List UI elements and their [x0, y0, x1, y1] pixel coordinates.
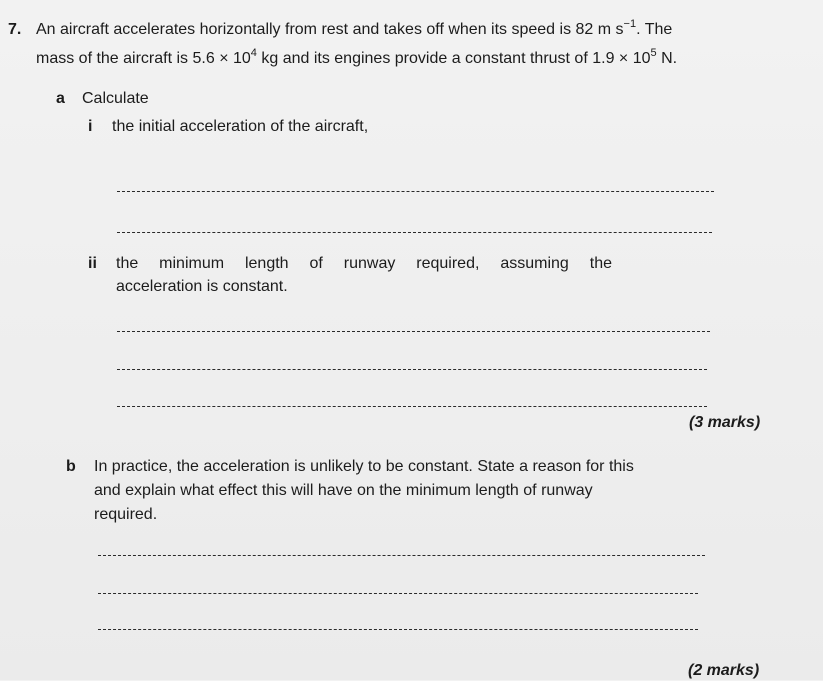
answer-line-ai-2[interactable]	[117, 232, 712, 233]
answer-line-b-3[interactable]	[98, 629, 698, 630]
part-a-label: a	[56, 90, 65, 107]
answer-line-b-1[interactable]	[98, 555, 705, 556]
part-a-ii-line-1: the minimum length of runway required, assuming the	[116, 255, 612, 272]
question-stem-line-1: An aircraft accelerates horizontally from rest and takes off when its speed is 82 m $s^{-1}$. The	[36, 18, 673, 38]
question-number: 7.	[8, 21, 22, 38]
part-b-line-2: and explain what effect this will have on the minimum length of runway	[94, 482, 593, 499]
part-b-line-3: required.	[94, 506, 158, 523]
question-stem-line-2: mass of the aircraft is $5.6 \times 10^4$ kg and its engines provide a constant thrust of $1.9 \times 10^5$ N.	[36, 47, 678, 67]
part-b-marks: (2 marks)	[688, 662, 760, 679]
part-b-line-1: In practice, the acceleration is unlikely to be constant. State a reason for this	[94, 458, 634, 475]
answer-line-aii-3[interactable]	[117, 406, 707, 407]
part-a-text: Calculate	[82, 90, 149, 107]
part-a-ii-line-2: acceleration is constant.	[116, 278, 288, 295]
answer-line-aii-2[interactable]	[117, 369, 707, 370]
part-a-i-label: i	[88, 118, 93, 135]
part-a-ii-label: ii	[88, 255, 97, 272]
answer-line-b-2[interactable]	[98, 593, 698, 594]
part-a-i-text: the initial acceleration of the aircraft,	[112, 118, 369, 135]
answer-line-aii-1[interactable]	[117, 331, 710, 332]
part-b-label: b	[66, 458, 76, 475]
answer-line-ai-1[interactable]	[117, 191, 714, 192]
part-a-marks: (3 marks)	[689, 414, 761, 431]
